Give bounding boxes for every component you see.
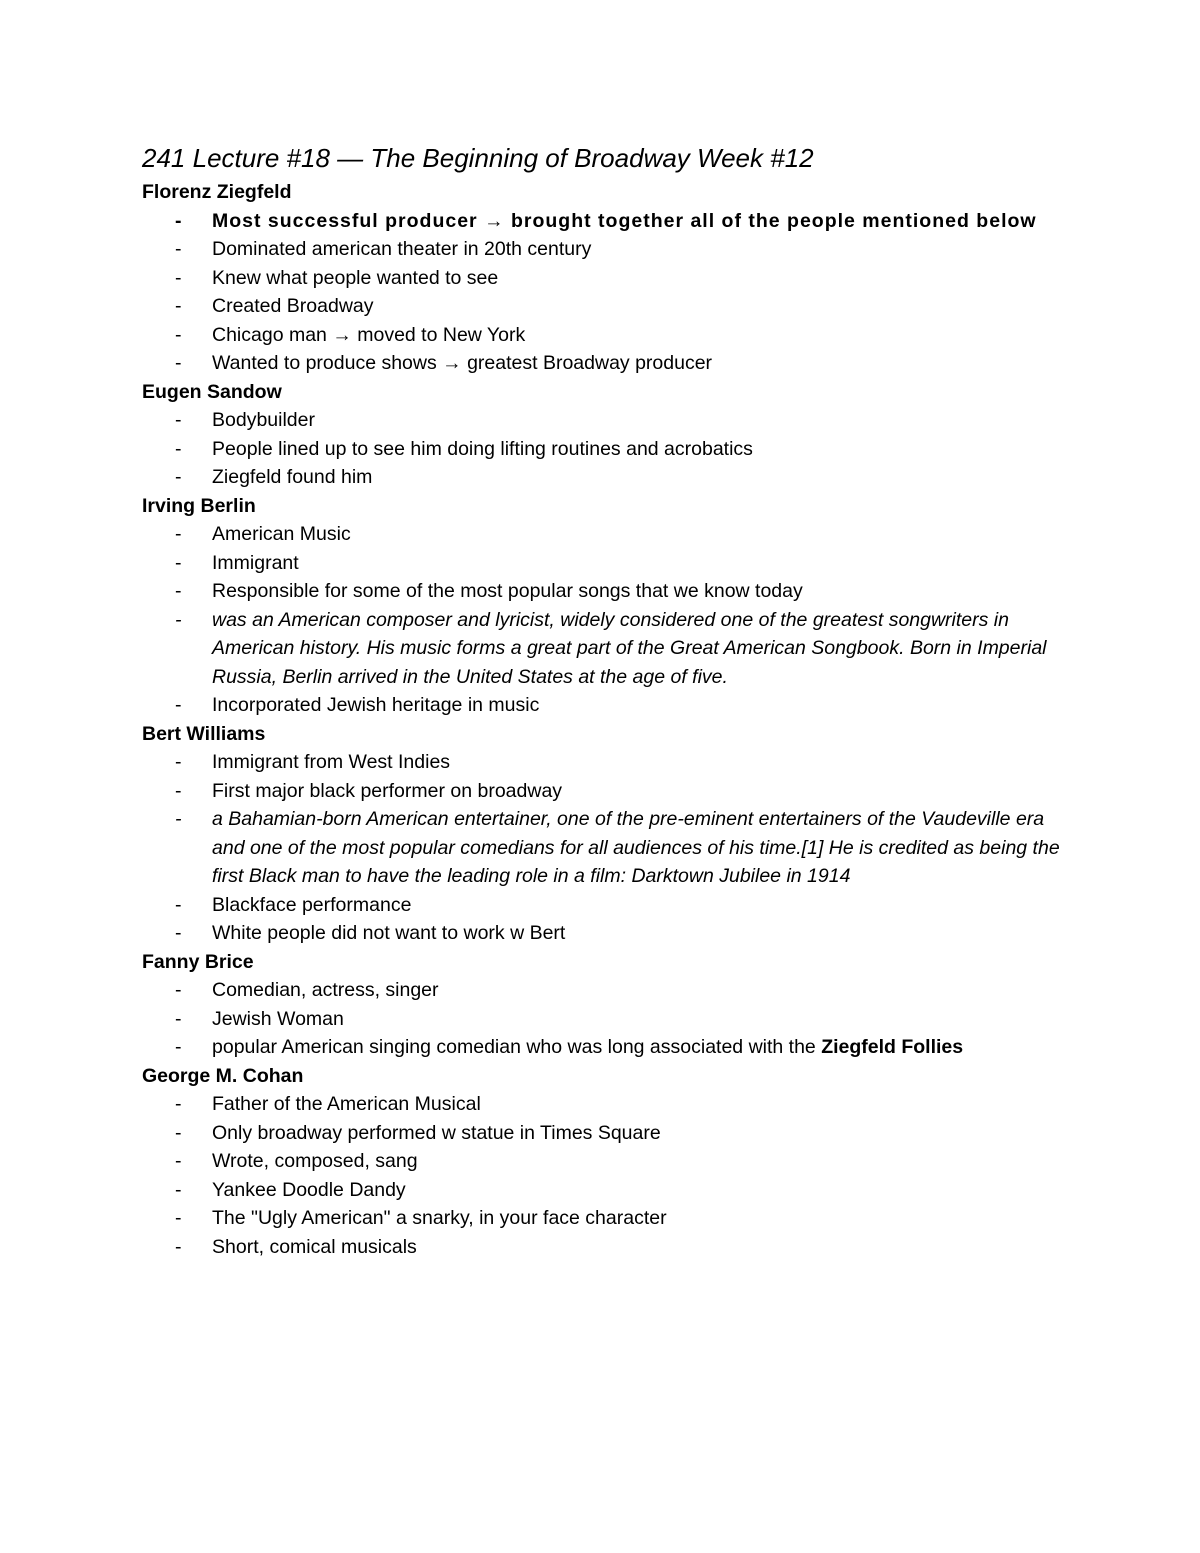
list-item <box>142 919 1062 948</box>
list-item-text: Jewish Woman <box>212 1007 344 1030</box>
list-item-text: Knew what people wanted to see <box>212 266 499 289</box>
list-item <box>142 805 1062 891</box>
section-berlin <box>142 492 1062 720</box>
list-item <box>142 891 1062 920</box>
list-item <box>142 520 1062 549</box>
bullet-list <box>142 748 1062 948</box>
list-item-text: Short, comical musicals <box>212 1235 417 1258</box>
bullet-dash: - <box>175 352 182 374</box>
bullet-dash: - <box>175 1178 182 1201</box>
list-item-text: The "Ugly American" a snarky, in your face character <box>212 1207 667 1229</box>
bullet-dash: - <box>175 608 182 631</box>
bullet-dash: - <box>175 1036 182 1058</box>
list-item <box>142 976 1062 1005</box>
section-heading: Bert Williams <box>142 722 266 745</box>
list-item-text: a Bahamian-born American entertainer, one of the pre-eminent entertainers of the Vaudeville era and one of the most popular comedians for all audiences of his time.[1] He is credited as being the first Black man to have the leading role in a film: Darktown Jubilee in 1914 <box>212 808 1060 887</box>
list-item-text: People lined up to see him doing lifting routines and acrobatics <box>212 437 753 460</box>
bullet-list <box>142 406 1062 492</box>
bullet-dash: - <box>175 893 182 916</box>
bullet-dash: - <box>175 580 182 602</box>
list-item <box>142 748 1062 777</box>
list-item <box>142 1005 1062 1034</box>
list-item <box>142 777 1062 806</box>
list-item <box>142 1090 1062 1119</box>
list-item <box>142 1147 1062 1176</box>
list-item <box>142 549 1062 578</box>
list-item-text: Wrote, composed, sang <box>212 1150 418 1172</box>
bullet-dash: - <box>175 1121 182 1144</box>
bullet-dash: - <box>175 295 182 317</box>
list-item-text: First major black performer on broadway <box>212 779 563 802</box>
bullet-dash: - <box>175 409 182 431</box>
bullet-dash: - <box>175 1093 182 1115</box>
section-cohan <box>142 1062 1062 1262</box>
bullet-dash: - <box>175 1235 182 1258</box>
list-item-text: Ziegfeld found him <box>212 466 373 488</box>
list-item <box>142 264 1062 293</box>
list-item <box>142 349 1062 378</box>
list-item-text: Immigrant <box>212 551 299 574</box>
section-sandow <box>142 378 1062 492</box>
bullet-dash: - <box>175 979 182 1001</box>
bullet-list <box>142 976 1062 1062</box>
list-item <box>142 1204 1062 1233</box>
list-item-text: Chicago man → moved to New York <box>212 323 526 346</box>
section-heading: Fanny Brice <box>142 950 254 973</box>
bullet-dash: - <box>175 323 182 346</box>
list-item <box>142 207 1062 236</box>
bullet-dash: - <box>175 808 182 830</box>
list-item-text: popular American singing comedian who was long associated with the <box>212 1036 822 1058</box>
list-item <box>142 577 1062 606</box>
bullet-dash: - <box>175 751 182 773</box>
bullet-list <box>142 1090 1062 1261</box>
section-heading: George M. Cohan <box>142 1064 304 1087</box>
bullet-list <box>142 207 1062 378</box>
section-ziegfeld <box>142 178 1062 378</box>
list-item <box>142 292 1062 321</box>
list-item <box>142 1033 1062 1062</box>
bullet-dash: - <box>175 209 183 232</box>
section-williams <box>142 720 1062 948</box>
list-item-text: Responsible for some of the most popular songs that we know today <box>212 580 803 602</box>
bullet-dash: - <box>175 1007 182 1030</box>
list-item <box>142 406 1062 435</box>
list-item <box>142 321 1062 350</box>
bullet-dash: - <box>175 1150 182 1172</box>
list-item-text: American Music <box>212 523 351 545</box>
list-item <box>142 691 1062 720</box>
list-item-text: Immigrant from West Indies <box>212 751 451 773</box>
bullet-dash: - <box>175 922 182 944</box>
list-item-text: Created Broadway <box>212 295 374 317</box>
list-item-text: Bodybuilder <box>212 409 315 431</box>
list-item-text: Father of the American Musical <box>212 1093 481 1115</box>
list-item <box>142 1119 1062 1148</box>
bullet-dash: - <box>175 466 182 488</box>
bullet-dash: - <box>175 266 182 289</box>
list-item <box>142 435 1062 464</box>
list-item-text: was an American composer and lyricist, widely considered one of the greatest songwriters in American history. His music forms a great part of the Great American Songbook. Born in Imperial Russia, Berlin arrived in the United States at the age of five. <box>212 608 1047 688</box>
list-item <box>142 463 1062 492</box>
bullet-dash: - <box>175 238 182 260</box>
list-item-text: Most successful producer → brought together all of the people mentioned below <box>212 209 1037 232</box>
list-item-text: Wanted to produce shows → greatest Broadway producer <box>212 352 713 374</box>
bullet-dash: - <box>175 779 182 802</box>
document-title: 241 Lecture #18 — The Beginning of Broadway Week #12 <box>142 143 814 173</box>
list-item-text: White people did not want to work w Bert <box>212 922 566 944</box>
section-heading: Florenz Ziegfeld <box>142 181 292 203</box>
bullet-list <box>142 520 1062 720</box>
bullet-dash: - <box>175 437 182 460</box>
ziegfeld-follies-bold: Ziegfeld Follies <box>821 1036 964 1058</box>
list-item-text: Comedian, actress, singer <box>212 979 439 1001</box>
list-item <box>142 606 1062 692</box>
list-item <box>142 235 1062 264</box>
bullet-dash: - <box>175 551 182 574</box>
section-heading: Eugen Sandow <box>142 380 282 403</box>
bullet-dash: - <box>175 694 182 716</box>
section-brice <box>142 948 1062 1062</box>
list-item <box>142 1233 1062 1262</box>
list-item-text: Incorporated Jewish heritage in music <box>212 694 540 716</box>
list-item-text: Only broadway performed w statue in Times Square <box>212 1121 661 1144</box>
bullet-dash: - <box>175 523 182 545</box>
list-item-text: Yankee Doodle Dandy <box>212 1178 406 1201</box>
list-item-text: Dominated american theater in 20th century <box>212 238 592 260</box>
document-page <box>142 140 1062 1261</box>
list-item <box>142 1176 1062 1205</box>
bullet-dash: - <box>175 1207 182 1229</box>
list-item-text: Blackface performance <box>212 893 412 916</box>
section-heading: Irving Berlin <box>142 494 256 517</box>
